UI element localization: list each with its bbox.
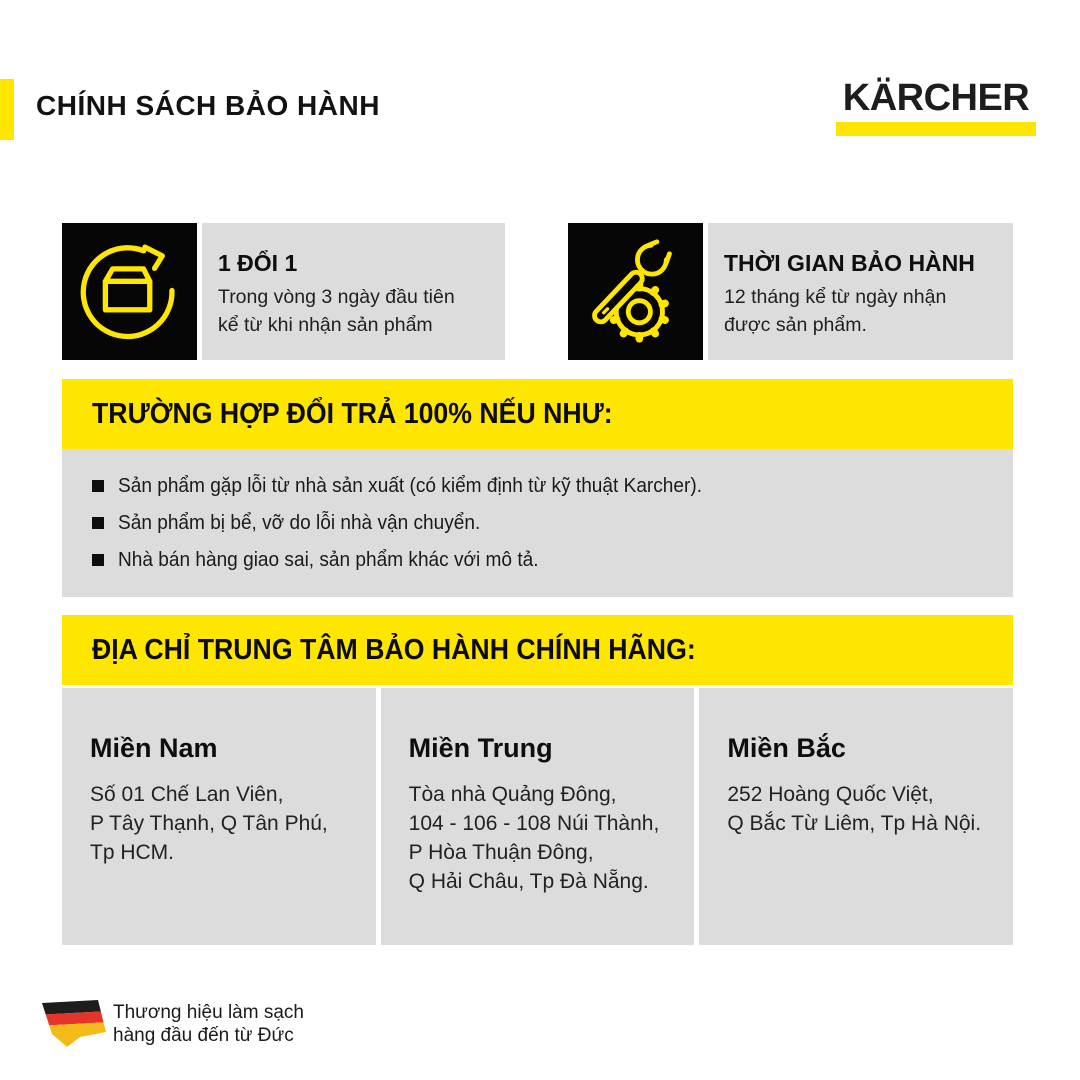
address-line: 104 - 106 - 108 Núi Thành, [408,812,660,835]
exchange-card [202,223,505,360]
region-name: Miền Bắc [727,733,846,763]
return-policy-banner [62,379,1013,449]
page-title: CHÍNH SÁCH BẢO HÀNH [36,90,380,121]
address-line: Số 01 Chế Lan Viên, [90,783,284,806]
list-item [92,475,993,497]
address-line: Q Hải Châu, Tp Đà Nẵng. [408,870,649,893]
exchange-card-line: kể từ khi nhận sản phẩm [218,314,433,336]
karcher-logo [836,77,1036,136]
service-center-columns [62,688,1013,945]
square-bullet-icon [92,480,104,492]
warranty-icon-tile [568,223,703,360]
list-item [92,549,993,571]
address-line: P Hòa Thuận Đông, [408,841,594,864]
exchange-card-line: Trong vòng 3 ngày đầu tiên [218,286,455,308]
region-name: Miền Trung [408,733,553,763]
region-card-north [699,688,1013,945]
exchange-icon-tile [62,223,197,360]
warranty-period-card-title: THỜI GIAN BẢO HÀNH [724,250,975,276]
address-line: 252 Hoàng Quốc Việt, [727,783,934,806]
address-line: Q Bắc Từ Liêm, Tp Hà Nội. [727,812,982,835]
list-item-text: Nhà bán hàng giao sai, sản phẩm khác với mô tả. [118,548,539,571]
warranty-period-card-line: 12 tháng kể từ ngày nhận [724,286,947,308]
warranty-period-card [708,223,1013,360]
return-policy-heading: TRƯỜNG HỢP ĐỔI TRẢ 100% NẾU NHƯ: [92,397,613,430]
service-centers-banner [62,615,1013,685]
square-bullet-icon [92,554,104,566]
address-line: Tp HCM. [90,841,174,864]
list-item-text: Sản phẩm bị bể, vỡ do lỗi nhà vận chuyển. [118,511,481,534]
square-bullet-icon [92,517,104,529]
tagline-line: hàng đầu đến từ Đức [113,1025,294,1046]
service-centers-heading: ĐỊA CHỈ TRUNG TÂM BẢO HÀNH CHÍNH HÃNG: [92,633,696,666]
return-policy-list [62,449,1013,597]
tagline-line: Thương hiệu làm sạch [113,1002,304,1023]
exchange-card-title: 1 ĐỔI 1 [218,250,298,276]
address-line: P Tây Thạnh, Q Tân Phú, [90,812,328,835]
warranty-period-card-line: được sản phẩm. [724,314,867,336]
list-item-text: Sản phẩm gặp lỗi từ nhà sản xuất (có kiểm định từ kỹ thuật Karcher). [118,474,703,497]
karcher-logo-underline [836,122,1036,136]
brand-tagline [113,1001,304,1047]
region-card-south [62,688,376,945]
region-name: Miền Nam [90,733,218,763]
address-line: Tòa nhà Quảng Đông, [408,783,617,806]
title-accent-bar [0,79,14,140]
german-flag-icon [36,993,110,1053]
region-card-central [381,688,695,945]
karcher-logo-text: KÄRCHER [842,77,1030,119]
list-item [92,512,993,534]
box-exchange-icon [62,223,197,360]
wrench-gear-icon [568,223,703,360]
